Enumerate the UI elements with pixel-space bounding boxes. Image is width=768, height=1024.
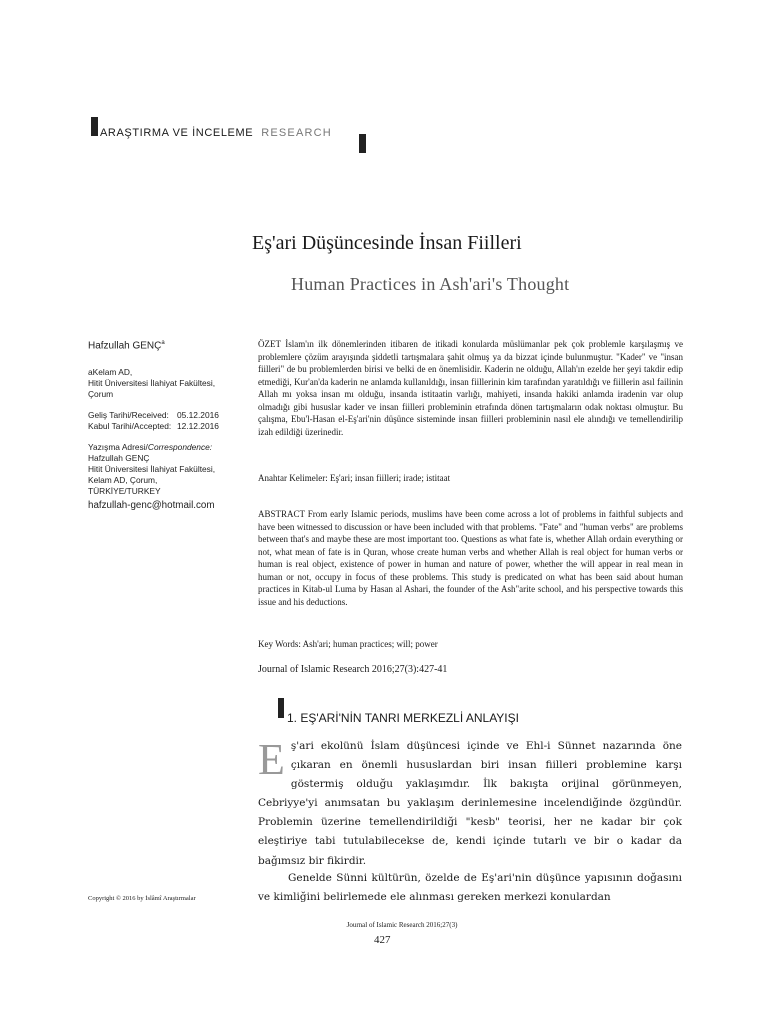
correspondence-label-en: Correspondence: bbox=[147, 442, 213, 453]
accepted-date: 12.12.2016 bbox=[177, 421, 219, 432]
header-end-bar bbox=[359, 134, 366, 153]
drop-cap: E bbox=[258, 735, 285, 784]
journal-reference: Journal of Islamic Research 2016;27(3):427-41 bbox=[258, 664, 448, 675]
affiliation bbox=[88, 367, 253, 400]
affiliation-line: aKelam AD, bbox=[88, 367, 133, 378]
keywords-tr-label: Anahtar Kelimeler: bbox=[258, 473, 328, 483]
copyright: Copyright © 2016 by İslâmî Araştırmalar bbox=[88, 895, 196, 902]
article-dates bbox=[88, 410, 253, 432]
section-label-en: RESEARCH bbox=[261, 127, 332, 139]
author-sidebar bbox=[88, 338, 253, 521]
footer-journal: Journal of Islamic Research 2016;27(3) bbox=[346, 921, 458, 929]
abstract-en-text: From early Islamic periods, muslims have been come across a lot of problems in faithful subjects and have been witnessed to discussion or have been included with that problems. "Fate" and "human verbs" are problems between that's and maybe these are most important too. Questions as what fate is, whether Allah ordain everything or not, what mean of fate is in Quran, whose create human verbs and whether Allah is real object for human verbs or human is real object, existence of power in human and nature of power, whether the will appear in real mean in human or not, occupy in focus of these problems. This study is predicated on what has been said about human practices in Kitab-ul Luma by Hasan al Ashari, the founder of the Ash"arite school, and his perspective towards this issue and his deductions. bbox=[258, 509, 683, 607]
paragraph-text: ş'ari ekolünü İslam düşüncesi içinde ve Ehl-i Sünnet nazarında öne çıkaran en önemli hususlardan biri insan fiilleri problemine karşı göstermiş olduğu yaklaşımdır. İlk bakışta orijinal görünmeyen, Cebriyye'yi anımsatan bu yaklaşım derinlemesine incelendiğinde özgündür. Problemin üzerine temellendirildiği "kesb" teorisi, her ne kadar bir çok eleştiriye tabi tutulabilecekse de, kendi içinde tutarlı ve bir o kadar da bağımsız bir fikirdir. bbox=[258, 740, 682, 867]
accepted-label: Kabul Tarihi/Accepted: bbox=[88, 421, 172, 432]
abstract-tr bbox=[258, 338, 683, 438]
correspondence-label-tr: Yazışma Adresi/ bbox=[88, 442, 148, 453]
author-name-line bbox=[88, 338, 253, 351]
author-name: Hafzullah GENÇ bbox=[88, 340, 162, 352]
abstract-tr-label: ÖZET bbox=[258, 339, 281, 349]
article-title-tr: Eş'ari Düşüncesinde İnsan Fiilleri bbox=[252, 232, 522, 254]
received-date: 05.12.2016 bbox=[177, 410, 219, 421]
header-accent-bar bbox=[91, 117, 98, 136]
abstract-en-label: ABSTRACT bbox=[258, 509, 305, 519]
section-accent-bar bbox=[278, 698, 284, 718]
received-label: Geliş Tarihi/Received: bbox=[88, 410, 169, 421]
keywords-en-label: Key Words: bbox=[258, 639, 301, 649]
keywords-en bbox=[258, 638, 683, 651]
section-label-tr: ARAŞTIRMA VE İNCELEME bbox=[100, 127, 254, 139]
section-heading: 1. EŞ'ARİ'NİN TANRI MERKEZLİ ANLAYIŞI bbox=[287, 711, 519, 725]
correspondence-line: Hitit Üniversitesi İlahiyat Fakültesi, bbox=[88, 464, 216, 475]
affiliation-line: Hitit Üniversitesi İlahiyat Fakültesi, bbox=[88, 378, 216, 389]
correspondence-label bbox=[88, 442, 253, 453]
keywords-tr bbox=[258, 472, 683, 485]
affiliation-line: Çorum bbox=[88, 389, 114, 400]
correspondence-line: Hafzullah GENÇ bbox=[88, 453, 150, 464]
article-title-en: Human Practices in Ash'ari's Thought bbox=[291, 274, 570, 294]
abstract-en bbox=[258, 508, 683, 608]
page-number: 427 bbox=[374, 934, 391, 946]
correspondence-line: TÜRKİYE/TURKEY bbox=[88, 486, 161, 497]
author-email: hafzullah-genc@hotmail.com bbox=[88, 500, 215, 512]
body-paragraph-1 bbox=[258, 737, 682, 871]
correspondence-line: Kelam AD, Çorum, bbox=[88, 475, 158, 486]
keywords-en-text: Ash'ari; human practices; will; power bbox=[302, 639, 438, 649]
author-mark: a bbox=[161, 340, 165, 346]
keywords-tr-text: Eş'ari; insan fiilleri; irade; istitaat bbox=[329, 473, 451, 483]
body-paragraph-2: Genelde Sünni kültürün, özelde de Eş'ari'nin düşünce yapısının doğasını ve kimliğini belirlemede ele alınması gereken merkezi konulardan bbox=[258, 872, 682, 904]
correspondence bbox=[88, 442, 253, 511]
accepted-row bbox=[88, 421, 253, 432]
section-header bbox=[100, 127, 332, 139]
abstract-tr-text: İslam'ın ilk dönemlerinden itibaren de itikadi konularda müslümanlar pek çok problemle karşılaşmış ve problemlere çözüm arayışında şiddetli tartışmalara şahit olmuş ya da bizzat içinde bulunmuştur. "Kader" ve "insan fiilleri" de bu problemlerden birisi ve belki de en önemlisidir. Kaderin ne olduğu, Allah'ın ezelde her şeyi takdir edip etmediği, Kur'an'da kaderin ne anlamda kullanıldığı, insan fiillerinin kim tarafından yaratıldığı ve fiillerin asıl failinin Allah mı yoksa insan mı olduğu, insanda istitaatin varlığı, mahiyeti, insanda hakiki anlamda iradenin var olup olmadığı gibi hususlar kader ve insan fiilleri probleminin etrafında dönen tartışmaların odak noktası olmuştur. Bu çalışma, Ebu'l-Hasan el-Eş'ari'nin düşünce sisteminde insan fiilleri probleminin nasıl ele alındığı ve temellendirilip izah edildiği üzerinedir. bbox=[258, 339, 683, 437]
received-row bbox=[88, 410, 253, 421]
